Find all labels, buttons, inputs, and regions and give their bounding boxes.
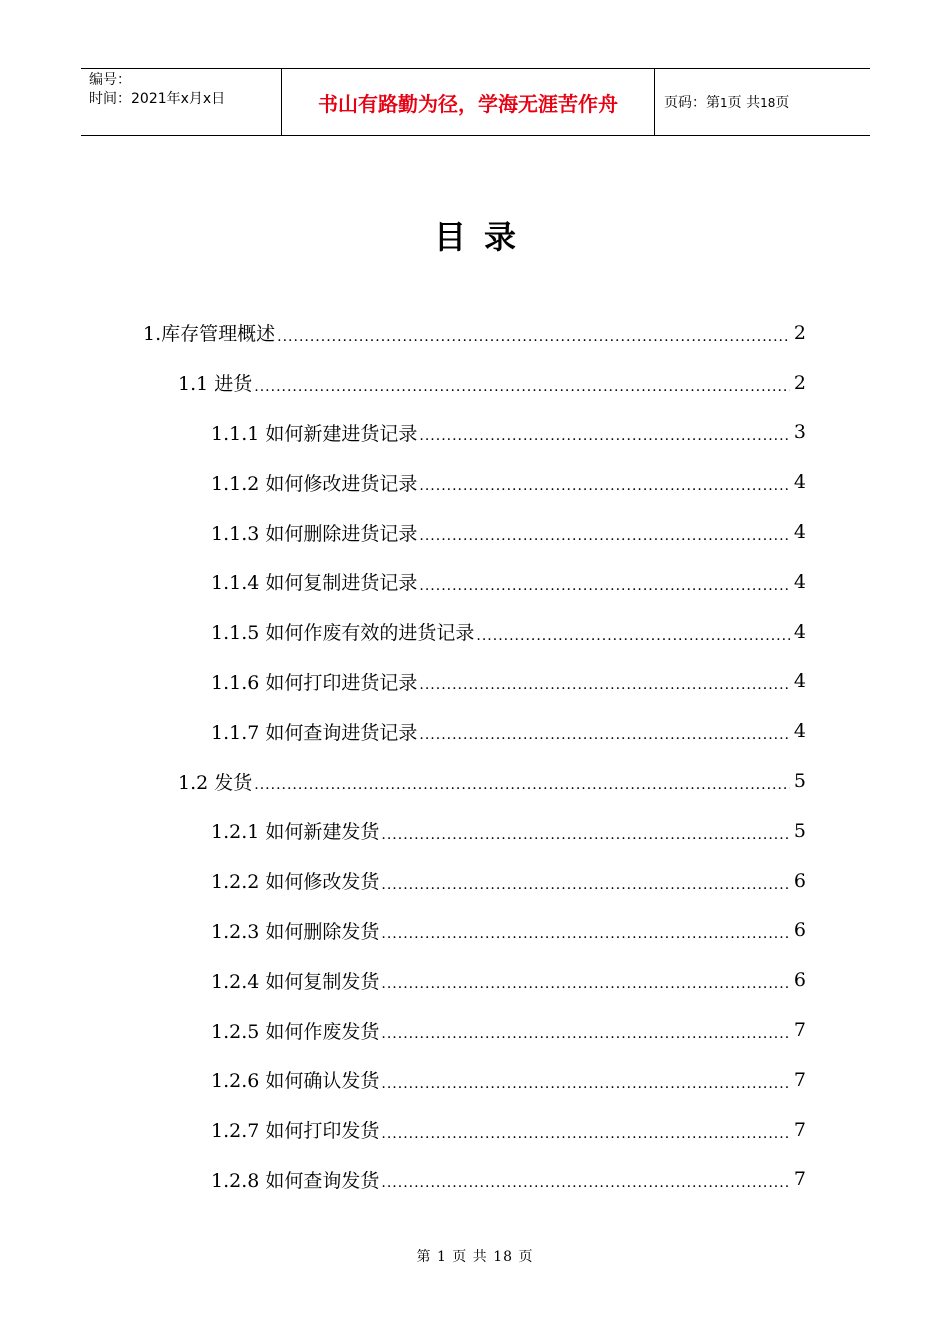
- toc-dot-leader: [419, 571, 790, 593]
- toc-dot-leader: [277, 322, 790, 344]
- toc-dot-leader: [381, 1019, 790, 1041]
- toc-entry-label: 1.2.7 如何打印发货: [211, 1116, 380, 1143]
- toc-entry[interactable]: [0, 955, 806, 1005]
- toc-dot-leader: [381, 870, 790, 892]
- toc-entry[interactable]: [0, 856, 806, 906]
- toc-entry[interactable]: [0, 557, 806, 607]
- toc-entry-page: 4: [793, 620, 806, 643]
- toc-entry[interactable]: [0, 607, 806, 657]
- toc-entry-page: 5: [793, 819, 806, 842]
- toc-entry-page: 2: [793, 321, 806, 344]
- toc-entry-label: 1.2.1 如何新建发货: [211, 817, 380, 844]
- toc-entry-page: 5: [793, 770, 806, 793]
- toc-entry-page: 4: [793, 471, 806, 494]
- page-current: 1: [720, 96, 728, 110]
- toc-entry-label: 1.1.4 如何复制进货记录: [211, 568, 418, 595]
- header-motto: 书山有路勤为径，学海无涯苦作舟: [282, 69, 655, 135]
- toc-entry-label: 1.1.5 如何作废有效的进货记录: [211, 618, 475, 645]
- toc-entry-page: 3: [793, 421, 806, 444]
- page-prefix: 页码：第: [664, 95, 720, 111]
- toc-entry-label: 1.2.8 如何查询发货: [211, 1166, 380, 1193]
- toc-entry-label: 1.1.2 如何修改进货记录: [211, 469, 418, 496]
- header-page-counter: [655, 69, 870, 135]
- page-suffix: 页: [775, 95, 790, 111]
- toc-dot-leader: [254, 770, 790, 792]
- toc-dot-leader: [254, 372, 790, 394]
- toc-entry-page: 6: [793, 919, 806, 942]
- toc-dot-leader: [381, 820, 790, 842]
- toc-dot-leader: [381, 1168, 790, 1190]
- toc-entry[interactable]: [0, 408, 806, 458]
- toc-title: 目录: [433, 218, 534, 256]
- toc-entry[interactable]: [0, 1105, 806, 1155]
- toc-entry-label: 1.2.3 如何删除发货: [211, 917, 380, 944]
- toc-dot-leader: [419, 521, 790, 543]
- toc-entry-page: 2: [793, 371, 806, 394]
- toc-entry-page: 7: [793, 1068, 806, 1091]
- toc-dot-leader: [381, 919, 790, 941]
- toc-entry[interactable]: [0, 358, 806, 408]
- toc-dot-leader: [381, 969, 790, 991]
- toc-entry[interactable]: [0, 1005, 806, 1055]
- toc-dot-leader: [381, 1119, 790, 1141]
- toc-entry[interactable]: [0, 457, 806, 507]
- toc-entry-label: 1.1.7 如何查询进货记录: [211, 718, 418, 745]
- page-mid: 页 共: [727, 95, 761, 111]
- toc-dot-leader: [419, 670, 790, 692]
- toc-dot-leader: [381, 1069, 790, 1091]
- page-total: 18: [760, 96, 776, 110]
- toc-entry-page: 4: [793, 670, 806, 693]
- toc-entry-page: 4: [793, 521, 806, 544]
- toc-entry-label: 1.2.5 如何作废发货: [211, 1017, 380, 1044]
- toc-entry[interactable]: [0, 706, 806, 756]
- toc-entry[interactable]: [0, 806, 806, 856]
- toc-entry-page: 7: [793, 1019, 806, 1042]
- toc-entry-page: 7: [793, 1168, 806, 1191]
- toc-entry[interactable]: [0, 308, 806, 358]
- toc-entry[interactable]: [0, 507, 806, 557]
- toc-dot-leader: [419, 720, 790, 742]
- toc-entry-page: 6: [793, 869, 806, 892]
- toc-entry-page: 4: [793, 720, 806, 743]
- toc-entry-label: 1.1 进货: [178, 369, 253, 396]
- toc-entry-label: 1.2 发货: [178, 768, 253, 795]
- toc-entry-page: 4: [793, 570, 806, 593]
- page-footer: 第 1 页 共 18 页: [416, 1249, 534, 1265]
- toc-dot-leader: [419, 421, 790, 443]
- toc-entry-label: 1.1.3 如何删除进货记录: [211, 519, 418, 546]
- toc-entry[interactable]: [0, 1155, 806, 1205]
- toc-entry-label: 1.1.6 如何打印进货记录: [211, 668, 418, 695]
- page-header: [81, 68, 870, 136]
- toc-entry[interactable]: [0, 1055, 806, 1105]
- toc-dot-leader: [419, 471, 790, 493]
- document-number-label: 编号：: [89, 72, 131, 88]
- toc-entry-label: 1.2.6 如何确认发货: [211, 1066, 380, 1093]
- toc-dot-leader: [476, 621, 790, 643]
- toc-entry-label: 1.2.2 如何修改发货: [211, 867, 380, 894]
- table-of-contents: [0, 308, 950, 1204]
- toc-entry-page: 7: [793, 1118, 806, 1141]
- toc-entry[interactable]: [0, 657, 806, 707]
- toc-entry[interactable]: [0, 906, 806, 956]
- toc-entry-label: 1.2.4 如何复制发货: [211, 967, 380, 994]
- document-time-label: 时间：2021年x月x日: [89, 91, 226, 107]
- header-meta: [81, 69, 282, 135]
- toc-entry-label: 1.1.1 如何新建进货记录: [211, 419, 418, 446]
- toc-entry-page: 6: [793, 969, 806, 992]
- toc-entry[interactable]: [0, 756, 806, 806]
- toc-entry-label: 1.库存管理概述: [143, 319, 276, 346]
